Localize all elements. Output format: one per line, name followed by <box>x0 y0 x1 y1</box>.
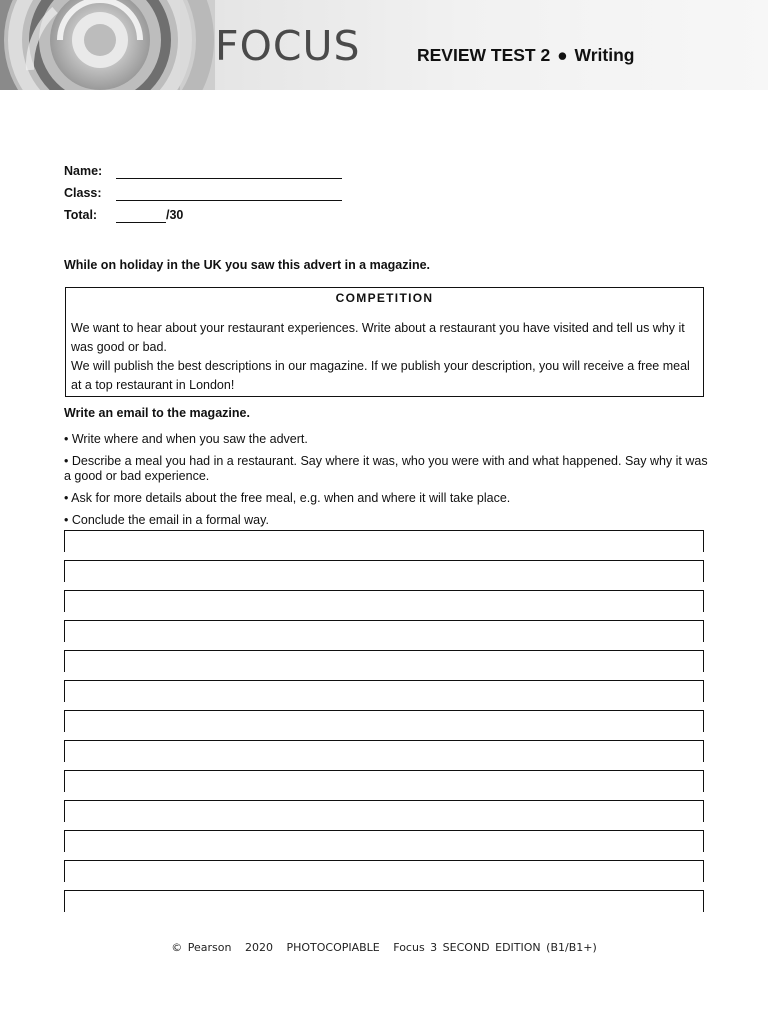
name-input-line[interactable] <box>116 165 342 179</box>
writing-line[interactable] <box>64 890 704 912</box>
writing-line[interactable] <box>64 560 704 582</box>
task-instruction: Write an email to the magazine. <box>64 406 250 420</box>
writing-line[interactable] <box>64 680 704 702</box>
writing-line[interactable] <box>64 800 704 822</box>
competition-body <box>71 319 696 395</box>
competition-paragraph-1: We want to hear about your restaurant experiences. Write about a restaurant you have visited and tell us why it was good or bad. <box>71 321 685 354</box>
competition-advert <box>65 287 704 397</box>
writing-line[interactable] <box>64 830 704 852</box>
writing-line[interactable] <box>64 860 704 882</box>
intro-text: While on holiday in the UK you saw this advert in a magazine. <box>64 258 431 272</box>
footer-edition: Focus 3 SECOND EDITION (B1/B1+) <box>393 941 597 954</box>
name-field <box>64 164 354 182</box>
test-section-label: Writing <box>574 45 635 65</box>
writing-line[interactable] <box>64 590 704 612</box>
writing-line[interactable] <box>64 770 704 792</box>
writing-line[interactable] <box>64 710 704 732</box>
bullet-item: • Describe a meal you had in a restaurant. Say where it was, who you were with and what happened. Say why it was a good or bad experience. <box>64 454 708 483</box>
writing-line[interactable] <box>64 620 704 642</box>
competition-paragraph-2: We will publish the best descriptions in our magazine. If we publish your description, you will receive a free meal at a top restaurant in London! <box>71 359 690 392</box>
writing-line[interactable] <box>64 530 704 552</box>
bullet-item: • Conclude the email in a formal way. <box>64 513 269 527</box>
total-input-line[interactable] <box>116 209 166 223</box>
writing-line[interactable] <box>64 650 704 672</box>
page-header <box>0 0 768 90</box>
brand-logo-text: FOCUS <box>215 22 361 70</box>
footer-year: 2020 <box>244 941 273 954</box>
title-bullet: ● <box>557 45 568 65</box>
name-label: Name: <box>64 164 103 178</box>
footer-photocopiable: PHOTOCOPIABLE <box>286 941 380 954</box>
class-field <box>64 186 354 204</box>
total-max-score: /30 <box>166 208 184 222</box>
class-input-line[interactable] <box>116 187 342 201</box>
total-field <box>64 208 264 226</box>
writing-line[interactable] <box>64 740 704 762</box>
bullet-item: • Ask for more details about the free meal, e.g. when and where it will take place. <box>64 491 511 505</box>
competition-title: COMPETITION <box>335 291 434 305</box>
page-footer <box>0 941 768 954</box>
bullet-item: • Write where and when you saw the advert. <box>64 432 308 446</box>
total-label: Total: <box>64 208 98 222</box>
test-title <box>417 45 635 66</box>
test-title-label: REVIEW TEST 2 <box>417 45 551 65</box>
footer-copyright: © Pearson <box>171 941 232 954</box>
class-label: Class: <box>64 186 102 200</box>
writing-area[interactable] <box>64 530 704 915</box>
focus-logo-art <box>0 0 215 90</box>
